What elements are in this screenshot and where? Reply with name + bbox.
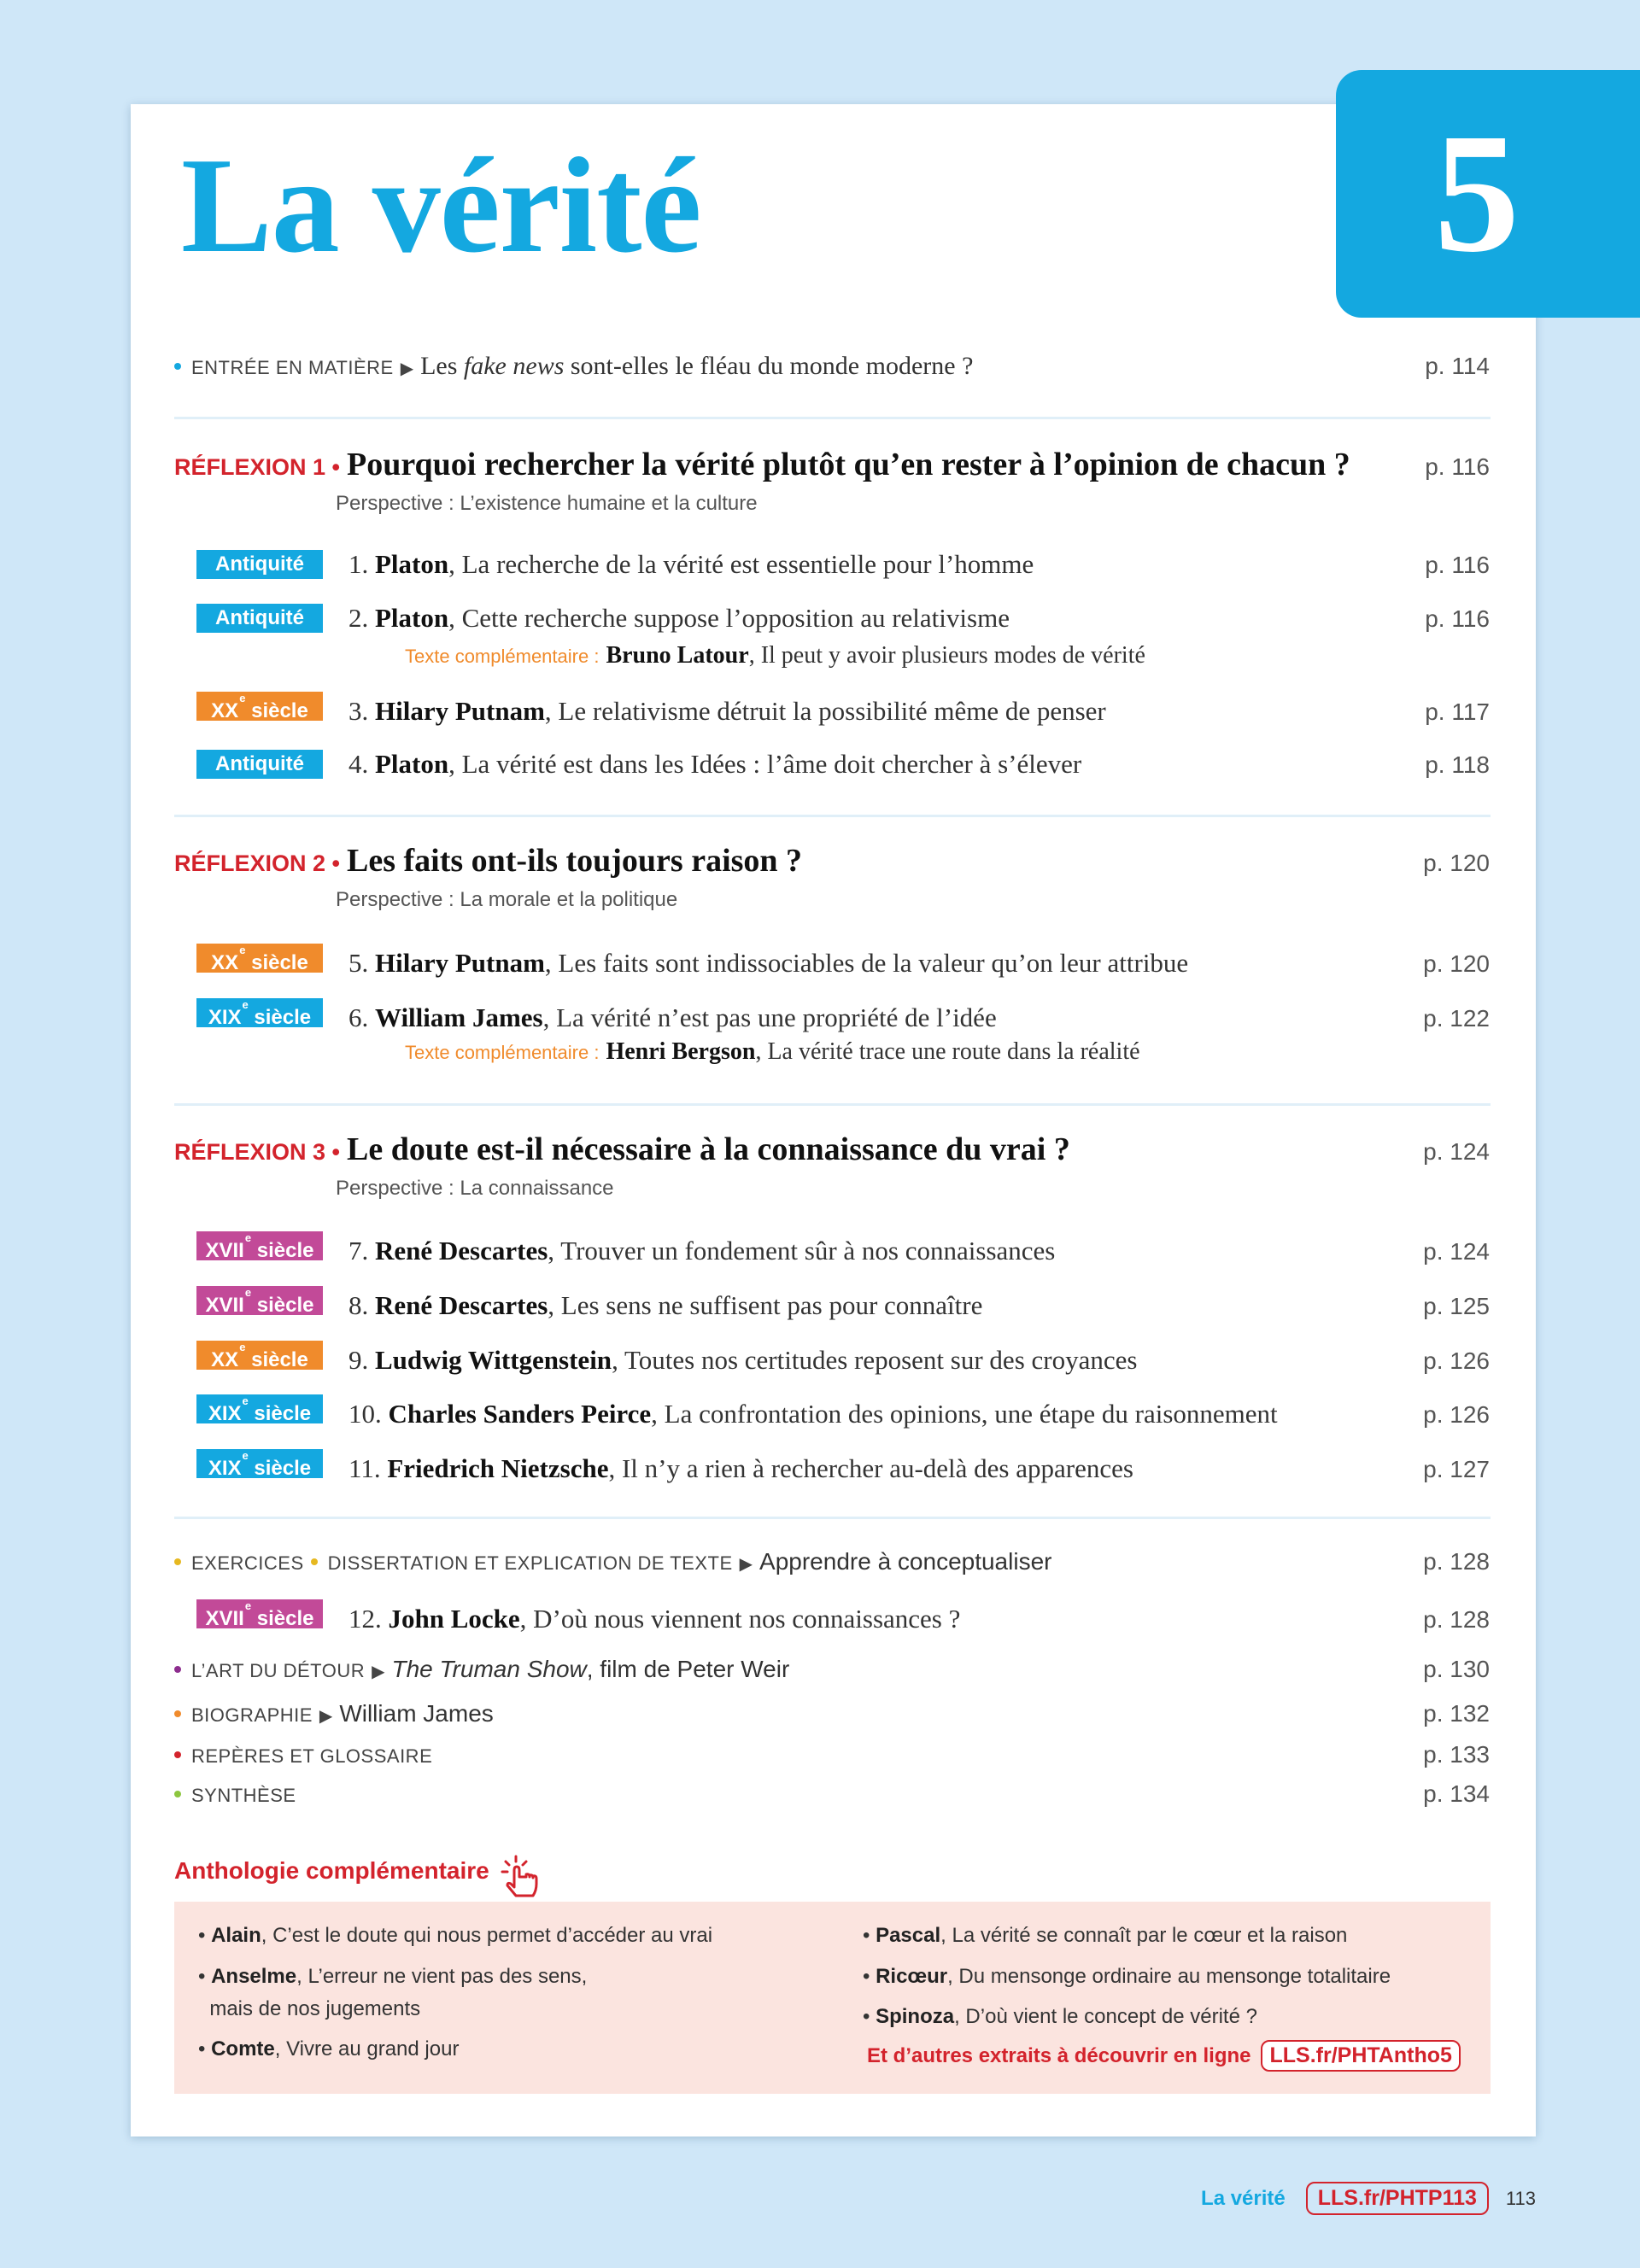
list-item[interactable] bbox=[174, 549, 1490, 582]
page-number: p. 120 bbox=[1423, 950, 1490, 977]
page-number: p. 117 bbox=[1425, 699, 1490, 725]
footer-page-number: 113 bbox=[1505, 2187, 1536, 2209]
era-badge: XVIIe siècle bbox=[196, 1231, 323, 1260]
item-text: 3. Hilary Putnam, Le relativisme détruit la possibilité même de penser bbox=[348, 696, 1106, 726]
divider bbox=[174, 1103, 1491, 1106]
footer bbox=[1201, 2182, 1536, 2215]
triangle-right-icon: ▶ bbox=[319, 1707, 333, 1726]
detour-label: L’ART DU DÉTOUR bbox=[191, 1660, 366, 1681]
era-badge: XXe siècle bbox=[196, 1341, 323, 1370]
era-badge: XIXe siècle bbox=[196, 1394, 323, 1423]
complementary-label: Texte complémentaire : bbox=[405, 1042, 600, 1063]
divider bbox=[174, 417, 1491, 419]
page-number: p. 124 bbox=[1423, 1138, 1490, 1165]
page-card bbox=[131, 104, 1536, 2136]
era-badge: XXe siècle bbox=[196, 692, 323, 721]
dissertation-label: DISSERTATION ET EXPLICATION DE TEXTE bbox=[327, 1552, 733, 1574]
anthologie-more-text: Et d’autres extraits à découvrir en ligne bbox=[867, 2043, 1251, 2067]
triangle-right-icon: ▶ bbox=[739, 1555, 753, 1574]
list-item[interactable] bbox=[174, 749, 1490, 781]
page-number: p. 124 bbox=[1423, 1238, 1490, 1265]
page-number: p. 126 bbox=[1423, 1347, 1490, 1374]
detour-text: The Truman Show, film de Peter Weir bbox=[391, 1656, 790, 1682]
list-item[interactable] bbox=[174, 946, 1490, 979]
footer-title: La vérité bbox=[1201, 2186, 1286, 2210]
bullet-icon bbox=[174, 1791, 181, 1797]
triangle-right-icon: ▶ bbox=[400, 359, 414, 378]
detour-row[interactable] bbox=[174, 1656, 1490, 1683]
anthologie-item[interactable]: • Anselme, L’erreur ne vient pas des sens, mais de nos jugements bbox=[198, 1965, 588, 2020]
chapter-number: 5 bbox=[1434, 99, 1520, 288]
complementary-label: Texte complémentaire : bbox=[405, 646, 600, 667]
item-text: 10. Charles Sanders Peirce, La confrontation des opinions, une étape du raisonnement bbox=[348, 1399, 1278, 1429]
triangle-right-icon: ▶ bbox=[372, 1663, 385, 1681]
list-item[interactable] bbox=[174, 603, 1490, 635]
perspective: Perspective : L’existence humaine et la culture bbox=[336, 492, 758, 515]
complementary-text[interactable]: Texte complémentaire : Henri Bergson, La vérité trace une route dans la réalité bbox=[405, 1038, 1140, 1065]
anthologie-item[interactable]: • Ricœur, Du mensonge ordinaire au mensonge totalitaire bbox=[863, 1965, 1391, 1988]
anthologie-more bbox=[867, 2040, 1461, 2072]
page-number: p. 114 bbox=[1425, 353, 1490, 379]
entree-text: Les fake news sont-elles le fléau du monde moderne ? bbox=[420, 352, 974, 380]
era-badge: XIXe siècle bbox=[196, 998, 323, 1027]
page-number: p. 126 bbox=[1423, 1401, 1490, 1428]
anthologie-item[interactable]: • Comte, Vivre au grand jour bbox=[198, 2037, 460, 2060]
list-item[interactable] bbox=[174, 694, 1490, 727]
era-badge: Antiquité bbox=[196, 604, 323, 633]
page-number: p. 134 bbox=[1423, 1780, 1490, 1807]
era-badge: XXe siècle bbox=[196, 944, 323, 973]
item-text: 1. Platon, La recherche de la vérité est essentielle pour l’homme bbox=[348, 549, 1034, 579]
bullet-icon bbox=[174, 1751, 181, 1758]
bullet-icon bbox=[311, 1558, 318, 1565]
reflexion-title: Les faits ont-ils toujours raison ? bbox=[346, 843, 803, 879]
item-text: 2. Platon, Cette recherche suppose l’opposition au relativisme bbox=[348, 603, 1010, 633]
pointing-hand-icon[interactable] bbox=[495, 1853, 548, 1901]
bullet-icon bbox=[174, 1558, 181, 1565]
anthologie-item[interactable]: • Spinoza, D’où vient le concept de vérité ? bbox=[863, 2005, 1257, 2028]
list-item[interactable] bbox=[174, 1449, 1490, 1484]
bullet-icon bbox=[174, 363, 181, 370]
perspective: Perspective : La connaissance bbox=[336, 1177, 614, 1200]
anthologie-item[interactable]: • Alain, C’est le doute qui nous permet d’accéder au vrai bbox=[198, 1924, 713, 1947]
item-text: 7. René Descartes, Trouver un fondement sûr à nos connaissances bbox=[348, 1236, 1056, 1266]
item-text: 12. John Locke, D’où nous viennent nos connaissances ? bbox=[348, 1604, 961, 1634]
list-item[interactable] bbox=[174, 1343, 1490, 1376]
era-badge: XIXe siècle bbox=[196, 1449, 323, 1478]
exercices-row[interactable] bbox=[174, 1548, 1490, 1575]
page-number: p. 128 bbox=[1423, 1548, 1490, 1575]
biographie-label: BIOGRAPHIE bbox=[191, 1704, 313, 1726]
page-number: p. 125 bbox=[1423, 1293, 1490, 1319]
item-text: 6. William James, La vérité n’est pas une propriété de l’idée bbox=[348, 1002, 997, 1032]
reflexion3-heading[interactable] bbox=[174, 1131, 1490, 1168]
entree-label: ENTRÉE EN MATIÈRE bbox=[191, 357, 394, 378]
chapter-title: La vérité bbox=[181, 129, 701, 281]
entree-row[interactable] bbox=[174, 352, 1490, 381]
reflexion2-heading[interactable] bbox=[174, 842, 1490, 880]
list-item[interactable] bbox=[174, 1599, 1490, 1634]
era-badge: Antiquité bbox=[196, 550, 323, 579]
footer-link[interactable]: LLS.fr/PHTP113 bbox=[1306, 2182, 1489, 2215]
page-number: p. 122 bbox=[1423, 1005, 1490, 1032]
reflexion1-heading[interactable] bbox=[174, 446, 1490, 483]
item-text: 8. René Descartes, Les sens ne suffisent pas pour connaître bbox=[348, 1290, 983, 1320]
item-text: 5. Hilary Putnam, Les faits sont indissociables de la valeur qu’on leur attribue bbox=[348, 948, 1189, 978]
item-text: 9. Ludwig Wittgenstein, Toutes nos certitudes reposent sur des croyances bbox=[348, 1345, 1138, 1375]
page-number: p. 116 bbox=[1425, 453, 1490, 480]
reperes-label: REPÈRES ET GLOSSAIRE bbox=[191, 1745, 433, 1767]
era-badge: XVIIe siècle bbox=[196, 1599, 323, 1628]
reflexion-title: Pourquoi rechercher la vérité plutôt qu’en rester à l’opinion de chacun ? bbox=[346, 447, 1350, 482]
synthese-label: SYNTHÈSE bbox=[191, 1785, 296, 1806]
anthologie-link[interactable]: LLS.fr/PHTAntho5 bbox=[1261, 2040, 1460, 2072]
divider bbox=[174, 1517, 1491, 1519]
era-badge: XVIIe siècle bbox=[196, 1286, 323, 1315]
page-number: p. 132 bbox=[1423, 1700, 1490, 1727]
page-number: p. 130 bbox=[1423, 1656, 1490, 1682]
exercices-label: EXERCICES bbox=[191, 1552, 304, 1574]
page-number: p. 116 bbox=[1425, 552, 1490, 578]
perspective: Perspective : La morale et la politique bbox=[336, 888, 678, 911]
bullet-icon bbox=[174, 1666, 181, 1673]
reflexion-title: Le doute est-il nécessaire à la connaissance du vrai ? bbox=[346, 1131, 1070, 1167]
page-number: p. 118 bbox=[1425, 751, 1490, 778]
era-badge: Antiquité bbox=[196, 750, 323, 779]
page-number: p. 133 bbox=[1423, 1741, 1490, 1768]
anthologie-title: Anthologie complémentaire bbox=[174, 1857, 489, 1884]
item-text: 4. Platon, La vérité est dans les Idées : l’âme doit chercher à s’élever bbox=[348, 749, 1082, 779]
reflexion-label: RÉFLEXION 3 • bbox=[174, 1139, 340, 1165]
list-item[interactable] bbox=[174, 1286, 1490, 1321]
exercices-text: Apprendre à conceptualiser bbox=[759, 1548, 1052, 1575]
chapter-number-tab bbox=[1336, 70, 1640, 318]
page-number: p. 128 bbox=[1423, 1606, 1490, 1633]
reperes-row[interactable] bbox=[174, 1741, 1490, 1768]
reflexion-label: RÉFLEXION 1 • bbox=[174, 454, 340, 480]
biographie-row[interactable] bbox=[174, 1700, 1490, 1727]
synthese-row[interactable] bbox=[174, 1780, 1490, 1808]
complementary-text[interactable]: Texte complémentaire : Bruno Latour, Il peut y avoir plusieurs modes de vérité bbox=[405, 642, 1145, 669]
list-item[interactable] bbox=[174, 998, 1490, 1033]
anthologie-item[interactable]: • Pascal, La vérité se connaît par le cœur et la raison bbox=[863, 1924, 1348, 1947]
biographie-text: William James bbox=[339, 1700, 494, 1727]
reflexion-label: RÉFLEXION 2 • bbox=[174, 850, 340, 876]
list-item[interactable] bbox=[174, 1394, 1490, 1429]
page-number: p. 120 bbox=[1423, 850, 1490, 876]
item-text: 11. Friedrich Nietzsche, Il n’y a rien à rechercher au-delà des apparences bbox=[348, 1453, 1133, 1483]
page-number: p. 116 bbox=[1425, 605, 1490, 632]
bullet-icon bbox=[174, 1710, 181, 1717]
page-number: p. 127 bbox=[1423, 1456, 1490, 1482]
divider bbox=[174, 815, 1491, 817]
list-item[interactable] bbox=[174, 1231, 1490, 1266]
